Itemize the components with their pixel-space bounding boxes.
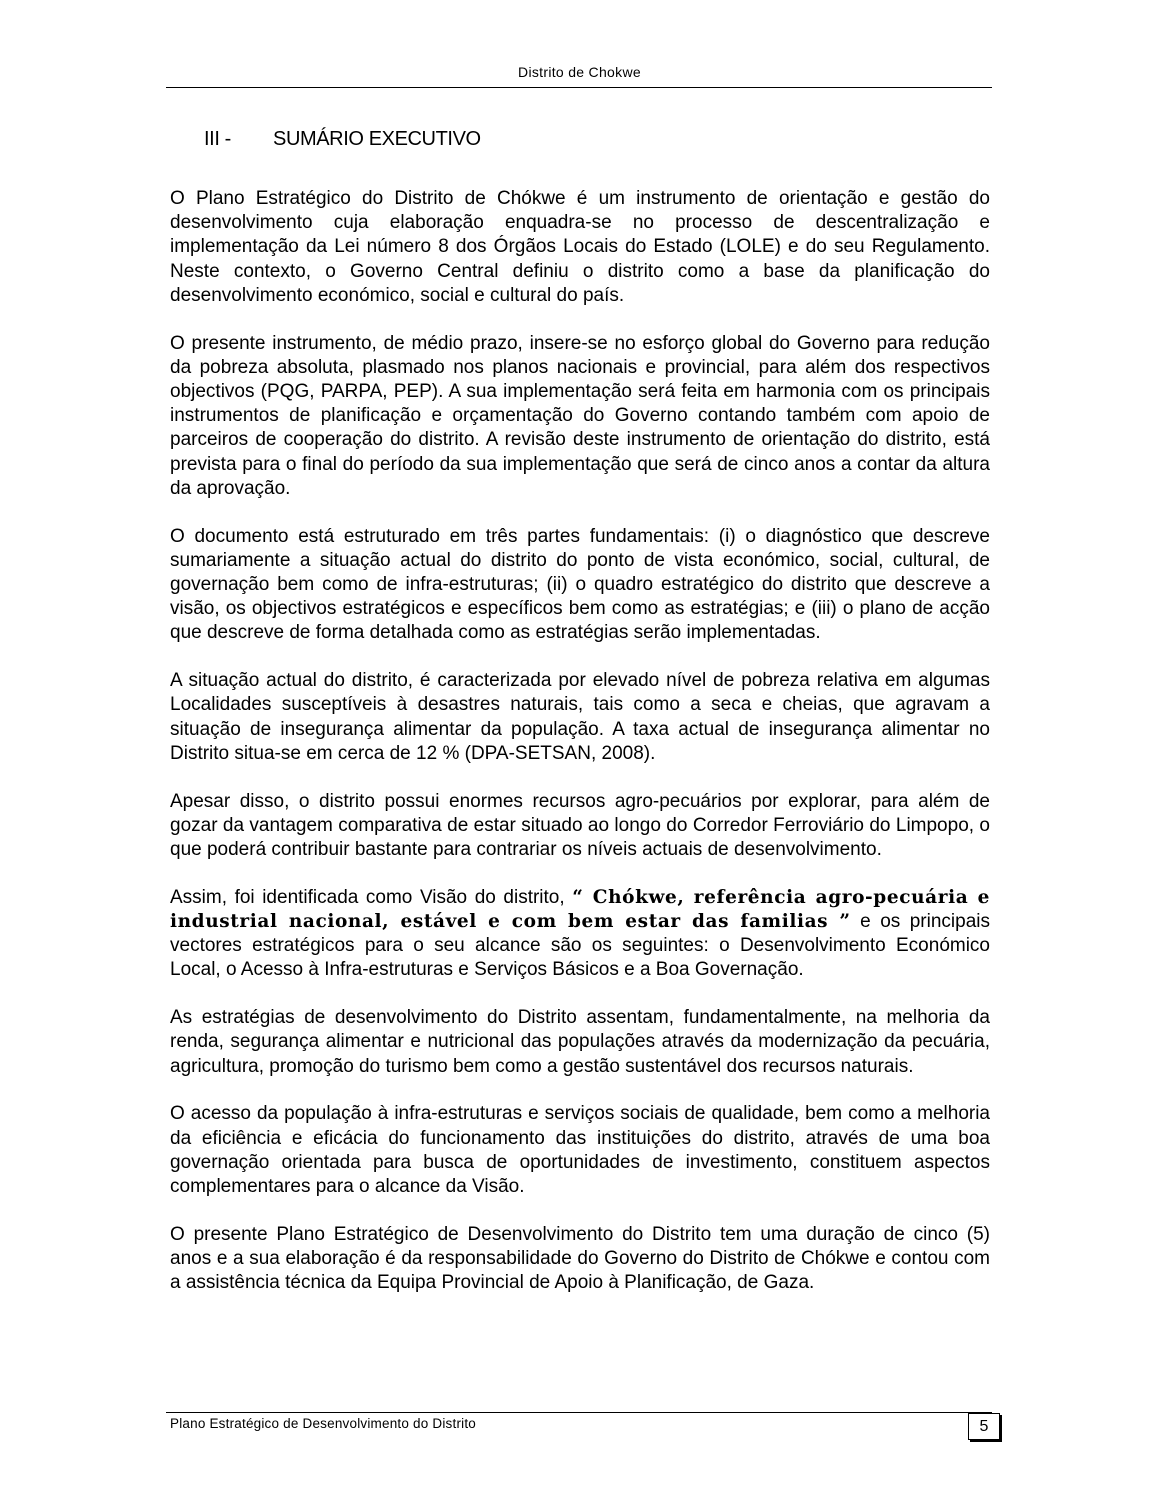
vision-paragraph: [170, 886, 990, 983]
page-number: 5: [968, 1413, 1000, 1440]
vision-rest: e os principais vectores estratégicos para o seu alcance são os seguintes: o Desenvolvimento Económico Local, o Acesso à Infra-estruturas e Serviços Básicos e a Boa Governação.: [170, 911, 990, 981]
paragraph: O presente instrumento, de médio prazo, insere-se no esforço global do Governo para redução da pobreza absoluta, plasmado nos planos nacionais e provincial, para além dos respectivos objectivos (PQG, PARPA, PEP). A sua implementação será feita em harmonia com os principais instrumentos de planificação e orçamentação do Governo contando também com apoio de parceiros de cooperação do distrito. A revisão deste instrumento de orientação do distrito, está prevista para o final do período da sua implementação que será de cinco anos a contar da altura da aprovação.: [170, 332, 990, 499]
paragraph: O presente Plano Estratégico de Desenvolvimento do Distrito tem uma duração de cinco (5) anos e a sua elaboração é da responsabilidade do Governo do Distrito de Chókwe e contou com a assistência técnica da Equipa Provincial de Apoio à Planificação, de Gaza.: [170, 1223, 990, 1294]
paragraph: Apesar disso, o distrito possui enormes recursos agro-pecuários por explorar, para além de gozar da vantagem comparativa de estar situado ao longo do Corredor Ferroviário do Limpopo, o que poderá contribuir bastante para contrariar os níveis actuais de desenvolvimento.: [170, 790, 990, 861]
paragraph: As estratégias de desenvolvimento do Distrito assentam, fundamentalmente, na melhoria da renda, segurança alimentar e nutricional das populações através da modernização da pecuária, agricultura, promoção do turismo bem como a gestão sustentável dos recursos naturais.: [170, 1007, 990, 1077]
section-title: SUMÁRIO EXECUTIVO: [273, 128, 481, 150]
vision-intro: Assim, foi identificada como Visão do distrito,: [170, 886, 573, 908]
vision-statement: “ Chókwe, referência agro-pecuária e industrial nacional, estável e com bem estar das familias ”: [170, 886, 990, 933]
header-divider: [166, 87, 992, 88]
paragraph: O documento está estruturado em três partes fundamentais: (i) o diagnóstico que descreve sumariamente a situação actual do distrito do ponto de vista económico, social, cultural, de governação bem como de infra-estruturas; (ii) o quadro estratégico do distrito que descreve a visão, os objectivos estratégicos e específicos bem como as estratégias; e (iii) o plano de acção que descreve de forma detalhada como as estratégias serão implementadas.: [170, 525, 990, 644]
running-header: Distrito de Chokwe: [518, 64, 641, 80]
paragraph: O Plano Estratégico do Distrito de Chókwe é um instrumento de orientação e gestão do desenvolvimento cuja elaboração enquadra-se no processo de descentralização e implementação da Lei número 8 dos Órgãos Locais do Estado (LOLE) e do seu Regulamento. Neste contexto, o Governo Central definiu o distrito como a base da planificação do desenvolvimento económico, social e cultural do país.: [170, 188, 990, 306]
footer-divider: [166, 1412, 992, 1413]
paragraph: A situação actual do distrito, é caracterizada por elevado nível de pobreza relativa em algumas Localidades susceptíveis à desastres naturais, tais como a seca e cheias, que agravam a situação de insegurança alimentar da população. A taxa actual de insegurança alimentar no Distrito situa-se em cerca de 12 % (DPA-SETSAN, 2008).: [170, 670, 990, 764]
section-heading: [204, 128, 481, 151]
body-text: [170, 187, 990, 1319]
section-number: III -: [204, 128, 231, 150]
running-footer: Plano Estratégico de Desenvolvimento do Distrito: [170, 1416, 476, 1431]
paragraph: O acesso da população à infra-estruturas e serviços sociais de qualidade, bem como a melhoria da eficiência e eficácia do funcionamento das instituições do distrito, através de uma boa governação orientada para busca de oportunidades de investimento, constituem aspectos complementares para o alcance da Visão.: [170, 1103, 990, 1198]
